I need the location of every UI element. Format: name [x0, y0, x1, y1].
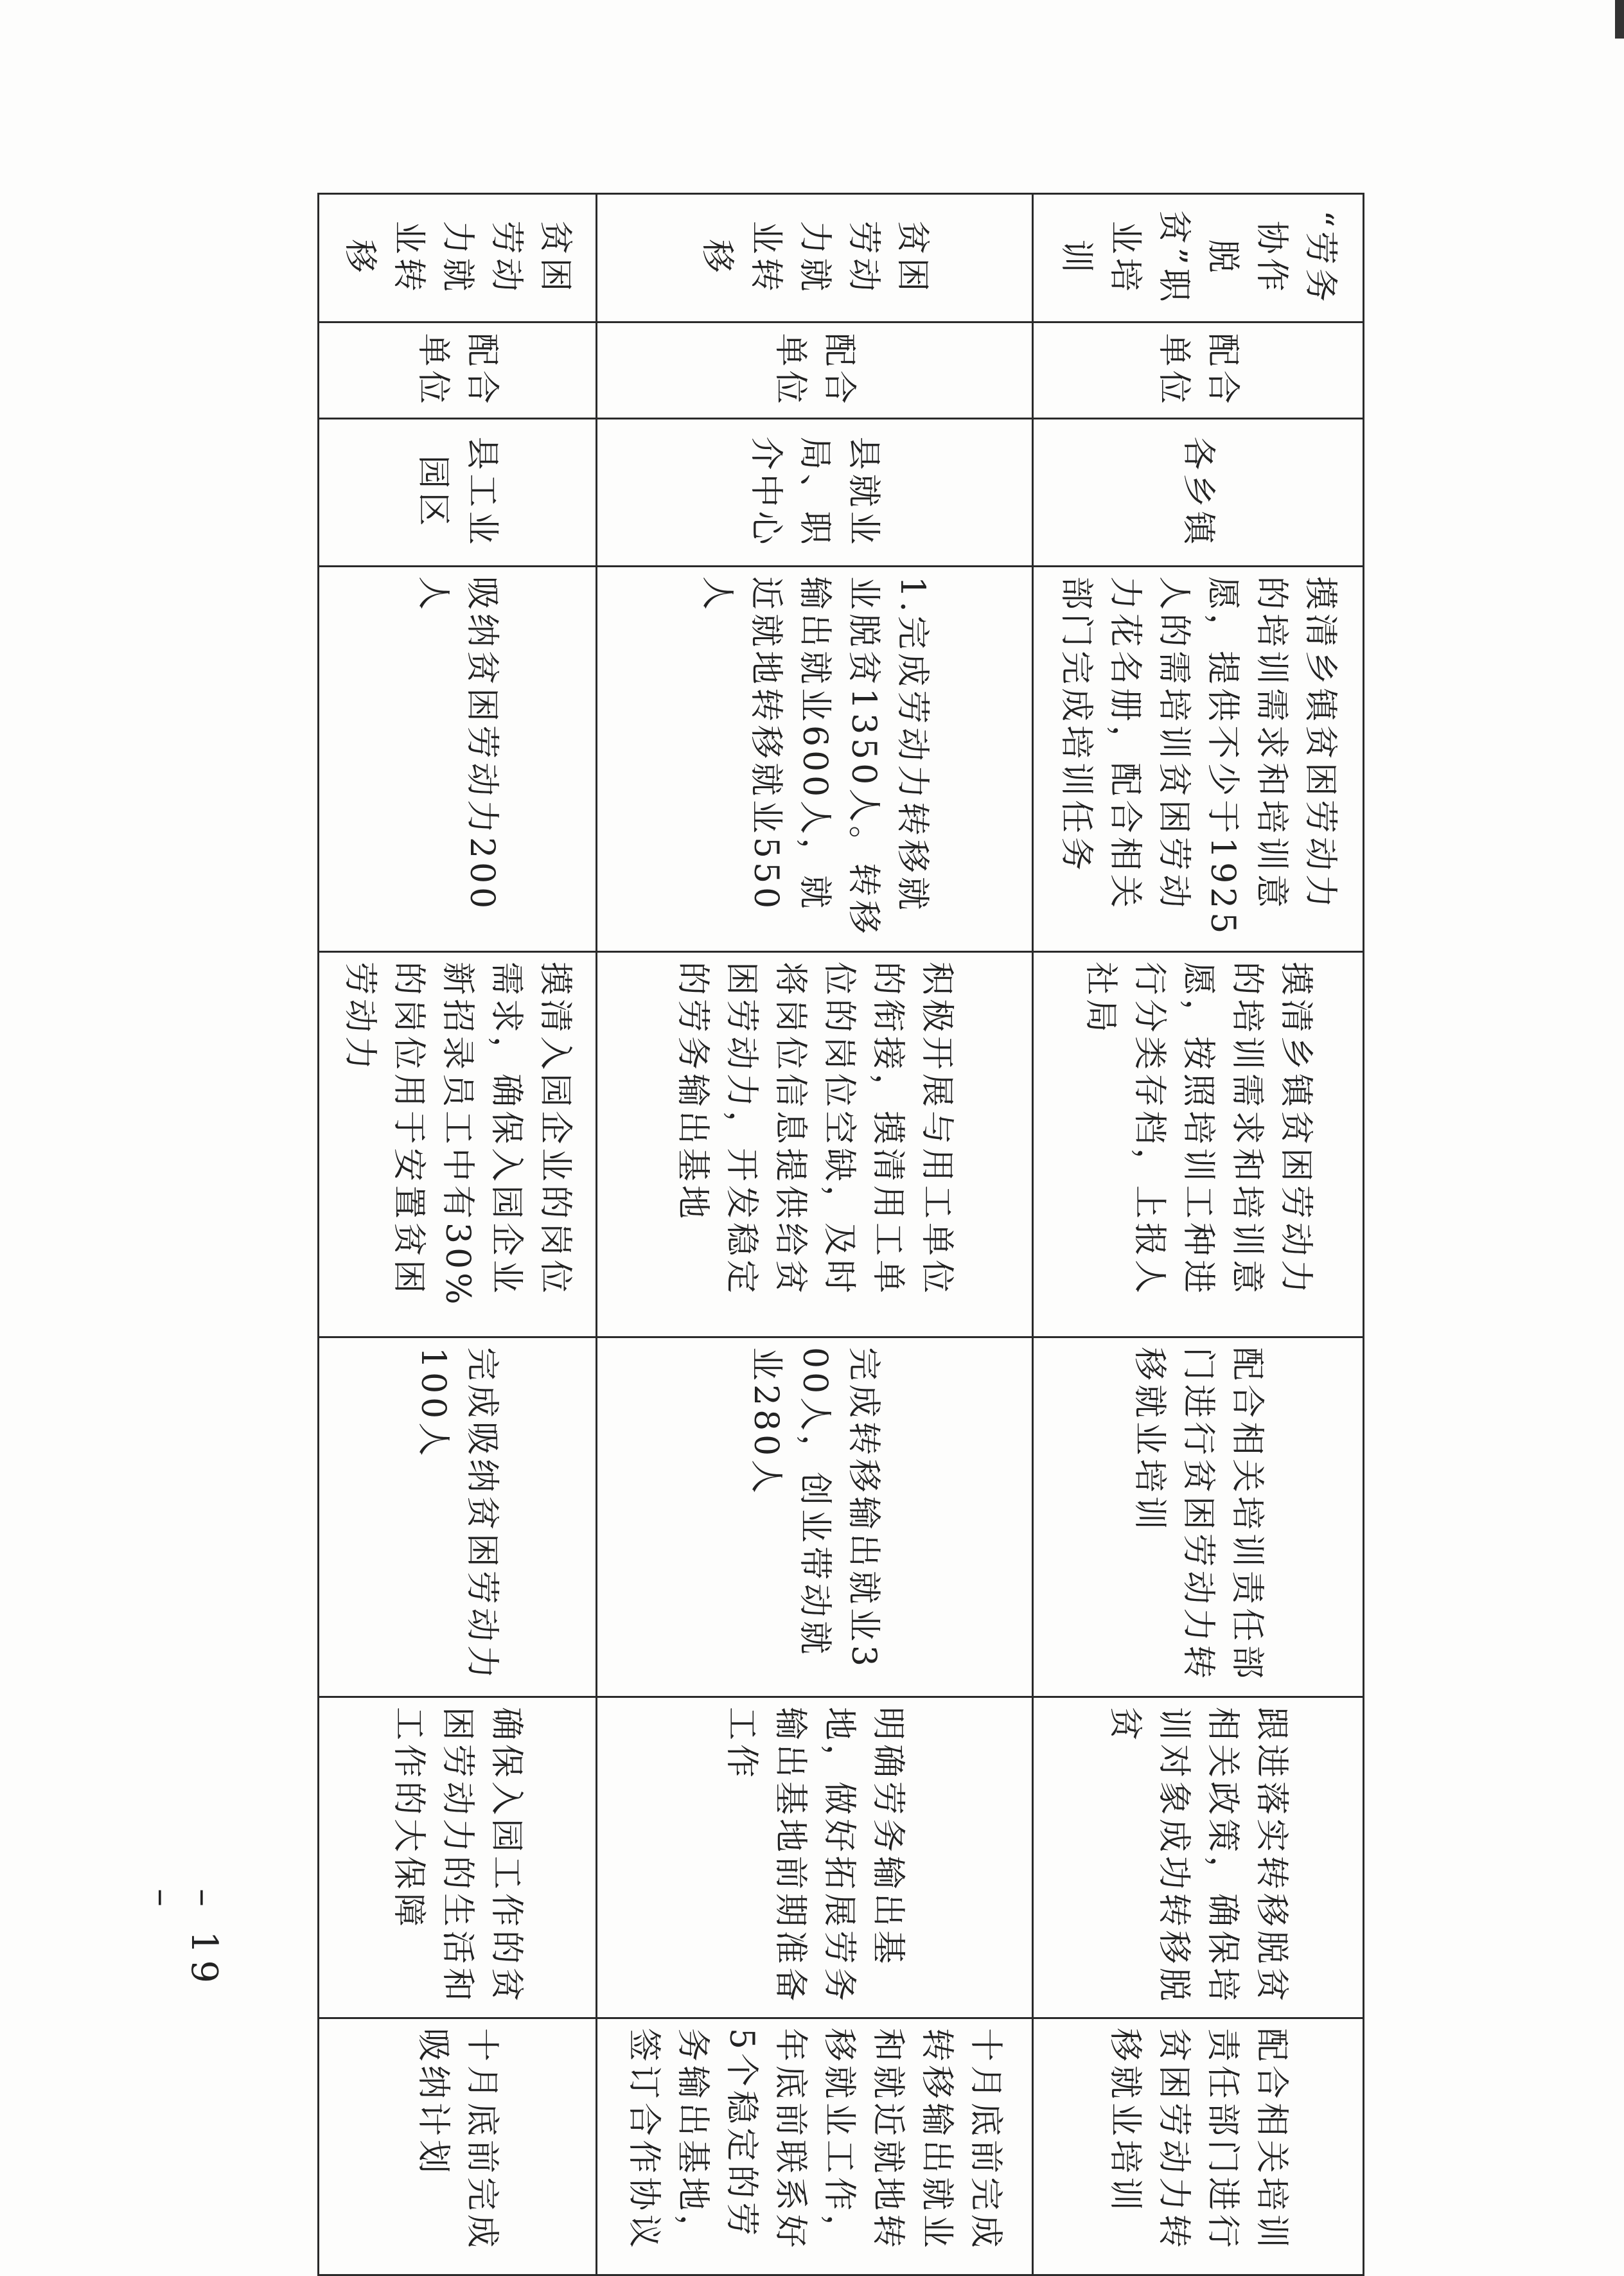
- table-row: [597, 194, 1033, 2275]
- role-cell: 配合单位: [1032, 322, 1363, 419]
- june-cell: 完成转移输出就业300人，创业带动就业280人: [597, 1337, 1033, 1697]
- measure-cell: 积极开展与用工单位的衔接，摸清用工单位的岗位空缺，及时将岗位信息提供给贫困劳动力，开发稳定的劳务输出基地: [597, 952, 1033, 1337]
- measure-cell: 摸清入园企业的岗位需求，确保入园企业新招录员工中有30%的岗位用于安置贫困劳动力: [319, 952, 597, 1337]
- table-row: [1032, 194, 1363, 2275]
- measure-cell: 摸清乡镇贫困劳动力的培训需求和培训意愿，按照培训工种进行分类存档，上报人社局: [1032, 952, 1363, 1337]
- project-cell: “劳务协作脱贫”职业培训: [1032, 194, 1363, 322]
- unit-cell: 各乡镇: [1032, 419, 1363, 567]
- task-table: [317, 193, 1364, 2276]
- june-cell: 配合相关培训责任部门进行贫困劳动力转移就业培训: [1032, 1337, 1363, 1697]
- target-cell: 摸清乡镇贫困劳动力的培训需求和培训意愿，提供不少于1925人的需培训贫困劳动力花名册，配合相关部门完成培训任务: [1032, 567, 1363, 952]
- rotated-table-container: [317, 193, 1364, 2274]
- dec-cell: 十月底前完成吸纳计划: [319, 2018, 597, 2275]
- dec-cell: 配合相关培训责任部门进行贫困劳动力转移就业培训: [1032, 2018, 1363, 2275]
- table-row: [319, 194, 597, 2275]
- project-cell: 贫困劳动力就业转移: [319, 194, 597, 322]
- role-cell: 配合单位: [597, 322, 1033, 419]
- project-cell: 贫困劳动力就业转移: [597, 194, 1033, 322]
- dec-cell: 十月底前完成转移输出就业和就近就地转移就业工作，年底前联系好5个稳定的劳务输出基地，签订合作协议: [597, 2018, 1033, 2275]
- sept-cell: 明确劳务输出基地，做好拓展劳务输出基地前期准备工作: [597, 1697, 1033, 2018]
- scan-edge: [1615, 0, 1624, 39]
- page-number: – 19 –: [141, 1889, 225, 1990]
- sept-cell: 确保入园工作的贫困劳动力的生活和工作的大保障: [319, 1697, 597, 2018]
- june-cell: 完成吸纳贫困劳动力100人: [319, 1337, 597, 1697]
- target-cell: 1.完成劳动力转移就业脱贫1350人。转移输出就业600人，就近就地转移就业550人: [597, 567, 1033, 952]
- unit-cell: 县工业园区: [319, 419, 597, 567]
- sept-cell: 跟进落实转移脱贫相关政策，确保培训对象成功转移脱贫: [1032, 1697, 1363, 2018]
- unit-cell: 县就业局、职介中心: [597, 419, 1033, 567]
- target-cell: 吸纳贫困劳动力200人: [319, 567, 597, 952]
- role-cell: 配合单位: [319, 322, 597, 419]
